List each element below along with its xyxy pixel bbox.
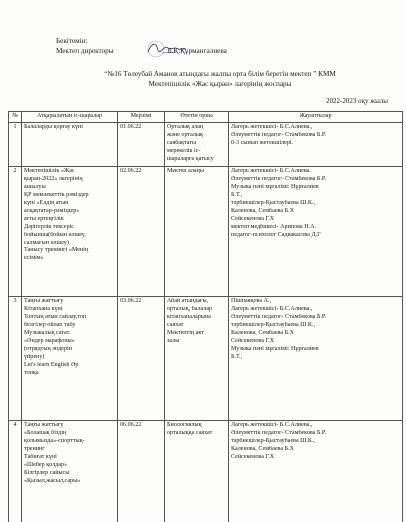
- events-line: Табиғат күні: [24, 454, 57, 461]
- responsible-line: 0-3 сынып жетекшілері.: [231, 140, 294, 147]
- events-line: Таңғы жаттығу: [24, 298, 64, 305]
- responsible-line: Каленова, Сембаева Б.Х: [231, 330, 295, 337]
- events-line: күні «Елдің атын: [24, 200, 69, 207]
- events-line: атты ертеңгілік: [24, 215, 64, 222]
- header-responsible: Жауаптылар: [229, 112, 403, 123]
- row-place: [165, 420, 229, 522]
- events-line: ҚР мемлекеттік рәміздер: [24, 192, 89, 199]
- plan-title: Мектепішілік «Жас қыран» лагерінің жоспары: [148, 79, 292, 88]
- header-date: Мерзімі: [118, 112, 165, 123]
- row-place: [165, 296, 229, 420]
- place-line: Абай атындағы,: [167, 298, 209, 305]
- table-row: [9, 122, 403, 166]
- place-line: және орталық: [167, 132, 204, 139]
- row-number: 4: [9, 420, 22, 522]
- responsible-line: Әлеуметтік педагог- Стамбекова Б.Р.: [231, 430, 327, 437]
- events-line: топқа: [24, 369, 39, 376]
- responsible-line: Әлеуметтік педагог- Стамбекова Б.Р.: [231, 132, 327, 139]
- events-line: Дәрігерлік тексеріс: [24, 223, 75, 230]
- responsible-line: Каленова, Сембаева Б.Х: [231, 207, 295, 214]
- row-date: 03.06.22: [118, 296, 165, 420]
- responsible-line: Лагерь жетекшісі- Б.С.Алиева.,: [231, 306, 313, 313]
- responsible-line: тәрбиешілер-Қыстаубаева Ш.К.,: [231, 322, 315, 329]
- place-line: Мектептің акт: [167, 330, 204, 337]
- place-line: Орталық алаң: [167, 124, 204, 131]
- place-line: залы: [167, 337, 180, 344]
- table-header-row: [9, 112, 403, 123]
- academic-year: 2022-2023 оқу жылы: [326, 97, 388, 105]
- events-line: «Әндер марафоны»: [24, 337, 75, 344]
- responsible-line: Музыка пәні мұғалімі: Нұрғалиев: [231, 184, 319, 191]
- row-number: 3: [9, 296, 22, 420]
- events-line: Кітапхана күні: [24, 306, 63, 313]
- events-line: салмағын өлшеу): [24, 239, 69, 246]
- responsible-line: Лагерь жетекшісі- Б.С.Алиева.: [231, 168, 311, 175]
- events-line: қыран-2022» лагерінің: [24, 176, 83, 183]
- responsible-line: мектеп медбикесі- Арипова Н.А.: [231, 223, 317, 230]
- row-date: 02.06.22: [118, 166, 165, 296]
- signature-image: [142, 40, 188, 58]
- header-number: №: [9, 112, 22, 123]
- events-line: Let's learn English Әр: [24, 361, 79, 368]
- responsible-line: Б.Т.,: [231, 192, 243, 199]
- responsible-line: Әлеуметтік педагог- Стамбекова Б.Р.: [231, 314, 327, 321]
- row-events: [22, 420, 118, 522]
- events-line: «Қызыл,жасыл,сары»: [24, 477, 81, 484]
- events-line: Музыкалық сағат.: [24, 330, 71, 337]
- row-place: [165, 166, 229, 296]
- events-line: Балаларды қорғау күні: [24, 124, 83, 131]
- responsible-line: педагог-психолог Садвакасова Д.Г: [231, 231, 321, 238]
- responsible-line: Каленова, Сембаева Б.Х: [231, 446, 295, 453]
- events-line: ашылуы: [24, 184, 46, 191]
- place-line: кітапханаларына: [167, 314, 211, 321]
- events-line: «Шебер қолдар»: [24, 461, 68, 468]
- events-line: бойынша(бойын өлшеу,: [24, 231, 86, 238]
- responsible-line: Әлеуметтік педагог- Стамбекова Б.Р.: [231, 176, 327, 183]
- header-place: Өтетін орны: [165, 112, 229, 123]
- row-events: [22, 122, 118, 166]
- row-number: 1: [9, 122, 22, 166]
- camp-plan-table: [8, 111, 403, 522]
- events-line: үйрену): [24, 353, 45, 360]
- row-place: [165, 122, 229, 166]
- events-line: асқақтатар-рәміздер»: [24, 207, 80, 214]
- events-line: белгілер ойлап табу: [24, 322, 76, 329]
- row-events: [22, 296, 118, 420]
- row-responsible: [229, 122, 403, 166]
- school-name: “№16 Төлеубай Аманов атындағы жалпы орта білім беретін мектеп ” КММ: [104, 70, 336, 78]
- events-line: Топтың атын сайлау,топ: [24, 314, 87, 321]
- events-line: «Болашақ біздің: [24, 430, 67, 437]
- place-line: орталыққа саяхат: [167, 430, 213, 437]
- place-line: Мектеп алаңы: [167, 168, 204, 175]
- responsible-line: тәрбиешілер-Қыстаубаева Ш.К.,: [231, 438, 315, 445]
- events-line: есімім»: [24, 255, 44, 262]
- responsible-line: Пішпаяқова А.,: [231, 298, 272, 305]
- responsible-line: Лагерь жетекшісі- Б.С.Алиева.,: [231, 422, 313, 429]
- row-date: 01.06.22: [118, 122, 165, 166]
- place-line: мерекелік іс-: [167, 148, 201, 155]
- responsible-line: Б.Т.,: [231, 353, 243, 360]
- row-number: 2: [9, 166, 22, 296]
- responsible-line: Сейсекенова Г.Х: [231, 215, 275, 222]
- events-line: (отрядтың әндерін: [24, 345, 72, 352]
- row-responsible: [229, 296, 403, 420]
- row-responsible: [229, 166, 403, 296]
- events-line: Мектепішілік «Жас: [24, 168, 75, 175]
- director-label: Мектеп директоры: [56, 47, 114, 55]
- responsible-line: Сейсекенова Г.Х: [231, 337, 275, 344]
- place-line: орталық, балалар: [167, 306, 213, 313]
- place-line: саябақтағы: [167, 140, 197, 147]
- events-line: Танысу тренингі «Менің: [24, 247, 89, 254]
- responsible-line: Музыка пәні мұғалімі: Нұрғалиев: [231, 345, 319, 352]
- place-line: Биологиялық: [167, 422, 202, 429]
- place-line: саяхат: [167, 322, 184, 329]
- row-date: 06.06.22: [118, 420, 165, 522]
- events-line: қолымызда»-спорттық-: [24, 438, 85, 445]
- header-events: Атқарылатын іс-шаралар: [22, 112, 118, 123]
- events-line: Білгірлер сайысы: [24, 469, 70, 476]
- place-line: шараларға қатысу: [167, 156, 214, 163]
- events-line: тренинг: [24, 446, 45, 453]
- events-line: Таңғы жаттығу: [24, 422, 64, 429]
- responsible-line: Сейсекенова Г.Х: [231, 454, 275, 461]
- table-row: [9, 166, 403, 296]
- row-events: [22, 166, 118, 296]
- row-responsible: [229, 420, 403, 522]
- table-row: [9, 420, 403, 522]
- responsible-line: Лагерь жетекшісі- Б.С.Алиева.,: [231, 124, 313, 131]
- responsible-line: тәрбиешілер-Қыстаубаева Ш.К.,: [231, 200, 315, 207]
- director-name: Б.Қ.Құрмангалиева: [167, 47, 227, 55]
- document-title: [70, 70, 370, 89]
- table-row: [9, 296, 403, 420]
- approve-label: Бекітемін:: [56, 37, 88, 45]
